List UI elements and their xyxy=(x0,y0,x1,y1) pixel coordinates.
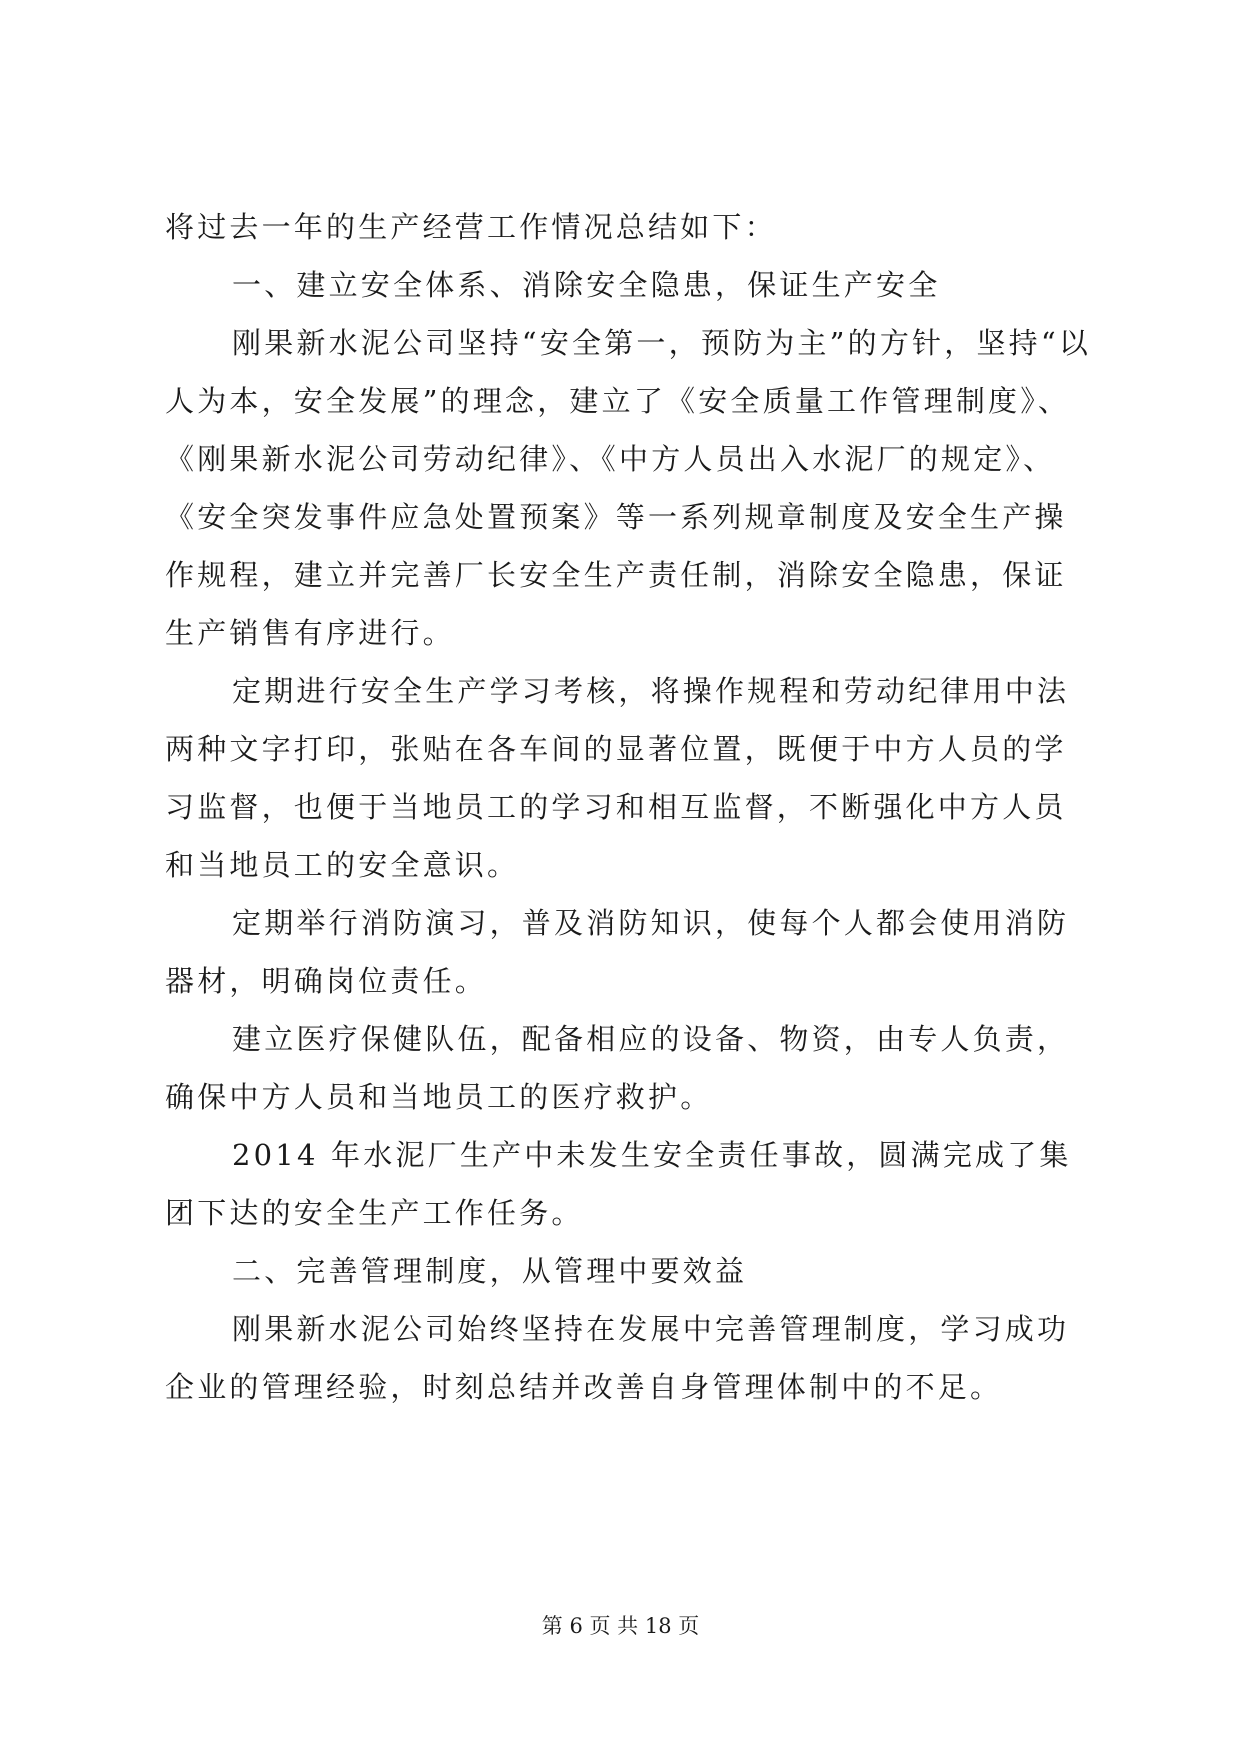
text-line: 作规程，建立并完善厂长安全生产责任制，消除安全隐患，保证 xyxy=(165,558,1067,592)
text-line: 确保中方人员和当地员工的医疗救护。 xyxy=(165,1080,713,1114)
page-number-footer: 第 6 页 共 18 页 xyxy=(541,1614,700,1638)
text-line: 建立医疗保健队伍，配备相应的设备、物资，由专人负责， xyxy=(232,1022,1070,1056)
text-line: 将过去一年的生产经营工作情况总结如下： xyxy=(165,210,777,244)
text-line: 器材，明确岗位责任。 xyxy=(165,964,488,998)
text-line: 企业的管理经验，时刻总结并改善自身管理体制中的不足。 xyxy=(165,1370,1003,1404)
text-line: 2014 年水泥厂生产中未发生安全责任事故，圆满完成了集 xyxy=(232,1138,1072,1172)
section-heading: 一、建立安全体系、消除安全隐患，保证生产安全 xyxy=(232,268,941,302)
text-line: 定期进行安全生产学习考核，将操作规程和劳动纪律用中法 xyxy=(232,674,1070,708)
text-line: 刚果新水泥公司坚持“安全第一，预防为主”的方针，坚持“以 xyxy=(232,326,1092,360)
text-line: 人为本，安全发展”的理念，建立了《安全质量工作管理制度》、 xyxy=(165,384,1071,418)
section-heading: 二、完善管理制度，从管理中要效益 xyxy=(232,1254,748,1288)
text-line: 团下达的安全生产工作任务。 xyxy=(165,1196,584,1230)
text-line: 《安全突发事件应急处置预案》等一系列规章制度及安全生产操 xyxy=(165,500,1067,534)
text-line: 刚果新水泥公司始终坚持在发展中完善管理制度，学习成功 xyxy=(232,1312,1070,1346)
text-line: 习监督，也便于当地员工的学习和相互监督，不断强化中方人员 xyxy=(165,790,1067,824)
text-line: 和当地员工的安全意识。 xyxy=(165,848,520,882)
text-line: 两种文字打印，张贴在各车间的显著位置，既便于中方人员的学 xyxy=(165,732,1067,766)
text-line: 生产销售有序进行。 xyxy=(165,616,455,650)
text-line: 定期举行消防演习，普及消防知识，使每个人都会使用消防 xyxy=(232,906,1070,940)
text-line: 《刚果新水泥公司劳动纪律》、《中方人员出入水泥厂的规定》、 xyxy=(165,442,1056,476)
